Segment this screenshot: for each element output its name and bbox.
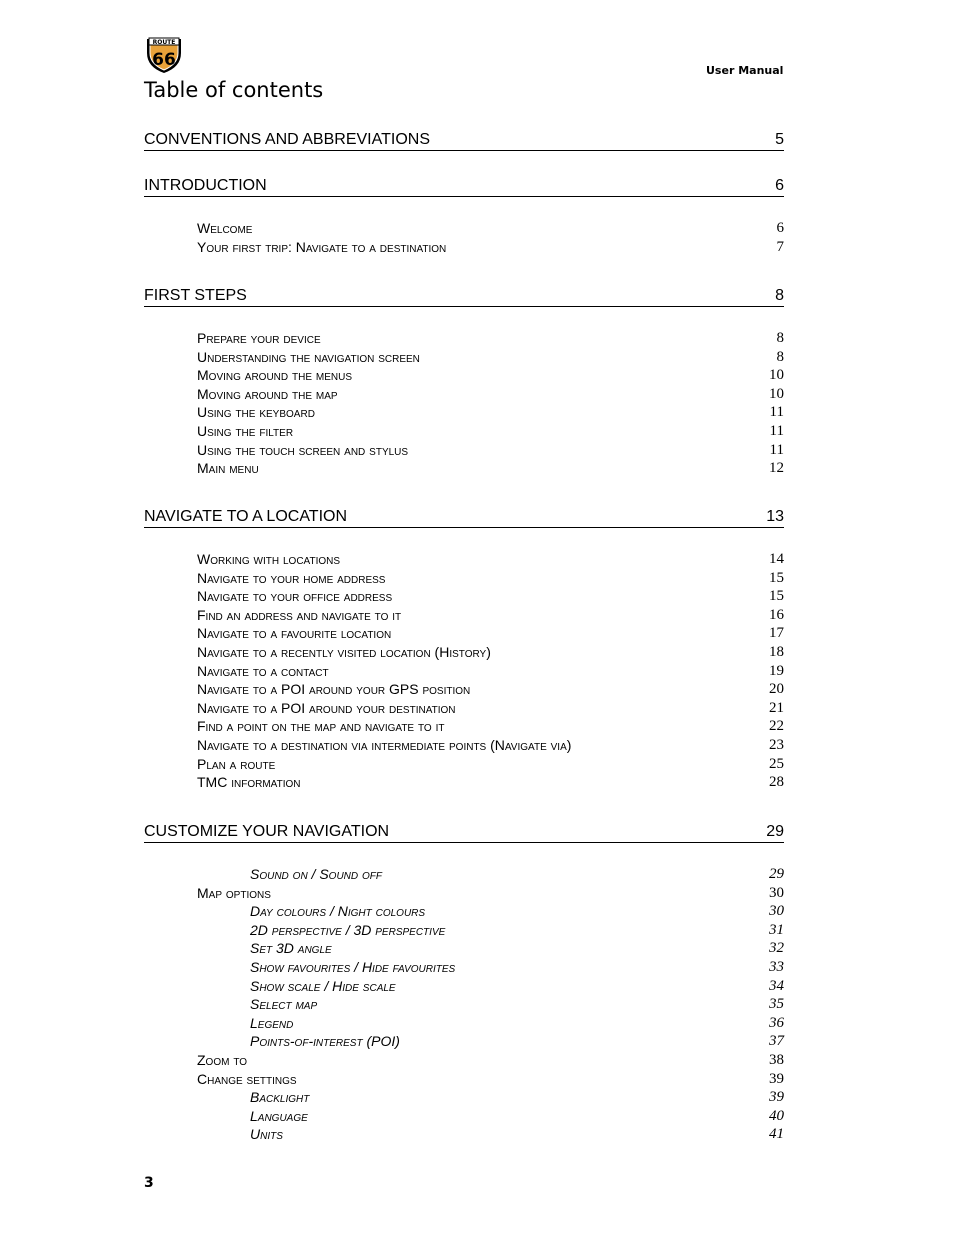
- toc-entry[interactable]: [144, 717, 784, 735]
- toc-page-number: 18: [769, 644, 784, 660]
- toc-entry[interactable]: [144, 569, 784, 587]
- toc-entry[interactable]: [144, 921, 784, 939]
- toc-entry[interactable]: [144, 606, 784, 624]
- toc-title: CONVENTIONS AND ABBREVIATIONS: [144, 131, 430, 148]
- toc-entry[interactable]: [144, 348, 784, 366]
- toc-title: Navigate to a POI around your destination: [197, 699, 456, 716]
- toc-page-number: 22: [769, 718, 784, 735]
- toc-title: Sound on / Sound off: [250, 866, 383, 882]
- toc-page-number: 11: [769, 404, 784, 421]
- toc-page-number: 41: [769, 1126, 784, 1143]
- toc-title: Navigate to a recently visited location (History): [197, 644, 491, 660]
- toc-entry[interactable]: [144, 995, 784, 1013]
- toc-page-number: 30: [769, 903, 784, 920]
- manual-label: User Manual: [706, 64, 784, 77]
- toc-page-number: 33: [769, 959, 784, 975]
- toc-title: CUSTOMIZE YOUR NAVIGATION: [144, 823, 390, 840]
- route-66-logo: [143, 33, 185, 75]
- toc-page-number: 35: [769, 996, 784, 1013]
- toc-page-number: 8: [776, 348, 784, 365]
- toc-title: Prepare your device: [197, 330, 321, 346]
- toc-page-number: 16: [769, 606, 784, 623]
- toc-title: Find a point on the map and navigate to it: [197, 718, 445, 735]
- toc-entry[interactable]: [144, 550, 784, 568]
- toc-entry[interactable]: [144, 329, 784, 347]
- toc-title: Plan a route: [197, 755, 276, 772]
- toc-entry[interactable]: [144, 366, 784, 384]
- toc-section[interactable]: [144, 130, 784, 151]
- toc-section[interactable]: [144, 822, 784, 843]
- toc-page-number: 28: [769, 774, 784, 791]
- toc-page-number: 38: [769, 1052, 784, 1068]
- toc-entry[interactable]: [144, 884, 784, 902]
- toc-page-number: 11: [769, 441, 784, 458]
- toc-entry[interactable]: [144, 403, 784, 421]
- toc-entry[interactable]: [144, 1014, 784, 1032]
- toc-entry[interactable]: [144, 1051, 784, 1069]
- toc-title: Show scale / Hide scale: [250, 977, 396, 994]
- toc-page-number: 21: [769, 699, 784, 716]
- toc-section[interactable]: [144, 176, 784, 197]
- page-title: Table of contents: [144, 78, 324, 102]
- toc-title: Backlight: [250, 1089, 310, 1106]
- toc-title: Navigate to a contact: [197, 662, 329, 679]
- toc-title: Show favourites / Hide favourites: [250, 959, 456, 975]
- toc-entry[interactable]: [144, 1032, 784, 1050]
- toc-title: Set 3D angle: [250, 940, 332, 957]
- toc-entry[interactable]: [144, 643, 784, 661]
- toc-title: Working with locations: [197, 551, 341, 567]
- toc-section[interactable]: [144, 507, 784, 528]
- toc-title: Language: [250, 1107, 308, 1124]
- toc-page-number: 8: [775, 287, 784, 304]
- toc-entry[interactable]: [144, 238, 784, 256]
- logo-banner: ROUTE: [152, 39, 176, 46]
- toc-entry[interactable]: [144, 977, 784, 995]
- toc-title: Change settings: [197, 1070, 297, 1087]
- toc-entry[interactable]: [144, 459, 784, 477]
- toc-title: Using the filter: [197, 423, 294, 439]
- toc-entry[interactable]: [144, 441, 784, 459]
- toc-title: Map options: [197, 884, 271, 901]
- toc-page-number: 8: [776, 330, 784, 346]
- toc-page-number: 6: [775, 177, 784, 194]
- toc-page-number: 36: [769, 1014, 784, 1031]
- toc-title: Select map: [250, 996, 318, 1013]
- toc-title: Zoom to: [197, 1052, 248, 1068]
- toc-title: Navigate to a POI around your GPS position: [197, 681, 471, 698]
- toc-entry[interactable]: [144, 1107, 784, 1125]
- toc-page-number: 34: [769, 977, 784, 994]
- toc-page-number: 7: [776, 238, 784, 255]
- toc-title: Navigate to a destination via intermediate points (Navigate via): [197, 737, 572, 753]
- toc-title: Moving around the map: [197, 385, 338, 402]
- toc-page-number: 5: [775, 131, 784, 148]
- toc-title: Understanding the navigation screen: [197, 348, 420, 365]
- toc-entry[interactable]: [144, 662, 784, 680]
- footer-page-number: 3: [144, 1175, 154, 1191]
- toc-entry[interactable]: [144, 773, 784, 791]
- toc-title: Your first trip: Navigate to a destination: [197, 238, 447, 255]
- toc-title: Navigate to your office address: [197, 588, 393, 605]
- toc-title: Navigate to a favourite location: [197, 625, 392, 642]
- toc-entry[interactable]: [144, 1125, 784, 1143]
- toc-page-number: 20: [769, 681, 784, 698]
- toc-page-number: 32: [769, 940, 784, 957]
- toc-title: Main menu: [197, 460, 259, 477]
- toc-page-number: 30: [769, 884, 784, 901]
- toc-page-number: 37: [769, 1033, 784, 1050]
- toc-entry[interactable]: [144, 865, 784, 883]
- toc-page-number: 10: [769, 385, 784, 402]
- toc-page-number: 17: [769, 625, 784, 642]
- toc-page-number: 15: [769, 588, 784, 605]
- toc-entry[interactable]: [144, 422, 784, 440]
- toc-title: FIRST STEPS: [144, 287, 247, 304]
- toc-page-number: 12: [769, 460, 784, 477]
- toc-entry[interactable]: [144, 939, 784, 957]
- toc-page-number: 13: [766, 508, 784, 525]
- toc-entry[interactable]: [144, 958, 784, 976]
- toc-page-number: 10: [769, 367, 784, 384]
- toc-page-number: 39: [769, 1089, 784, 1106]
- toc-page-number: 19: [769, 662, 784, 679]
- toc-page-number: 25: [769, 755, 784, 772]
- toc-entry[interactable]: [144, 902, 784, 920]
- toc-title: INTRODUCTION: [144, 177, 267, 194]
- toc-title: Points-of-interest (POI): [250, 1033, 400, 1050]
- toc-section[interactable]: [144, 286, 784, 307]
- toc-page-number: 39: [769, 1070, 784, 1087]
- toc-entry[interactable]: [144, 385, 784, 403]
- toc-title: TMC information: [197, 774, 301, 791]
- toc-entry[interactable]: [144, 736, 784, 754]
- toc-entry[interactable]: [144, 699, 784, 717]
- toc-entry[interactable]: [144, 219, 784, 237]
- toc-entry[interactable]: [144, 1070, 784, 1088]
- toc-entry[interactable]: [144, 1088, 784, 1106]
- toc-entry[interactable]: [144, 680, 784, 698]
- toc-page-number: 15: [769, 569, 784, 586]
- toc-entry[interactable]: [144, 755, 784, 773]
- toc-page-number: 11: [769, 423, 784, 439]
- toc-title: Using the touch screen and stylus: [197, 441, 409, 458]
- toc-title: Find an address and navigate to it: [197, 606, 402, 623]
- toc-title: Moving around the menus: [197, 367, 353, 384]
- toc-title: Units: [250, 1126, 283, 1143]
- toc-entry[interactable]: [144, 587, 784, 605]
- toc-page-number: 40: [769, 1107, 784, 1124]
- toc-page-number: 23: [769, 737, 784, 753]
- toc-page-number: 29: [766, 823, 784, 840]
- toc-page-number: 29: [769, 866, 784, 882]
- toc-page-number: 6: [776, 220, 784, 236]
- toc-title: Day colours / Night colours: [250, 903, 426, 920]
- toc-page-number: 31: [769, 921, 784, 938]
- toc-page-number: 14: [769, 551, 784, 567]
- toc-entry[interactable]: [144, 624, 784, 642]
- toc-title: Using the keyboard: [197, 404, 315, 421]
- toc-title: NAVIGATE TO A LOCATION: [144, 508, 348, 525]
- toc-title: Navigate to your home address: [197, 569, 386, 586]
- toc-title: Welcome: [197, 220, 253, 236]
- logo-number: 66: [152, 50, 176, 70]
- toc-title: 2D perspective / 3D perspective: [250, 921, 446, 938]
- toc-title: Legend: [250, 1014, 294, 1031]
